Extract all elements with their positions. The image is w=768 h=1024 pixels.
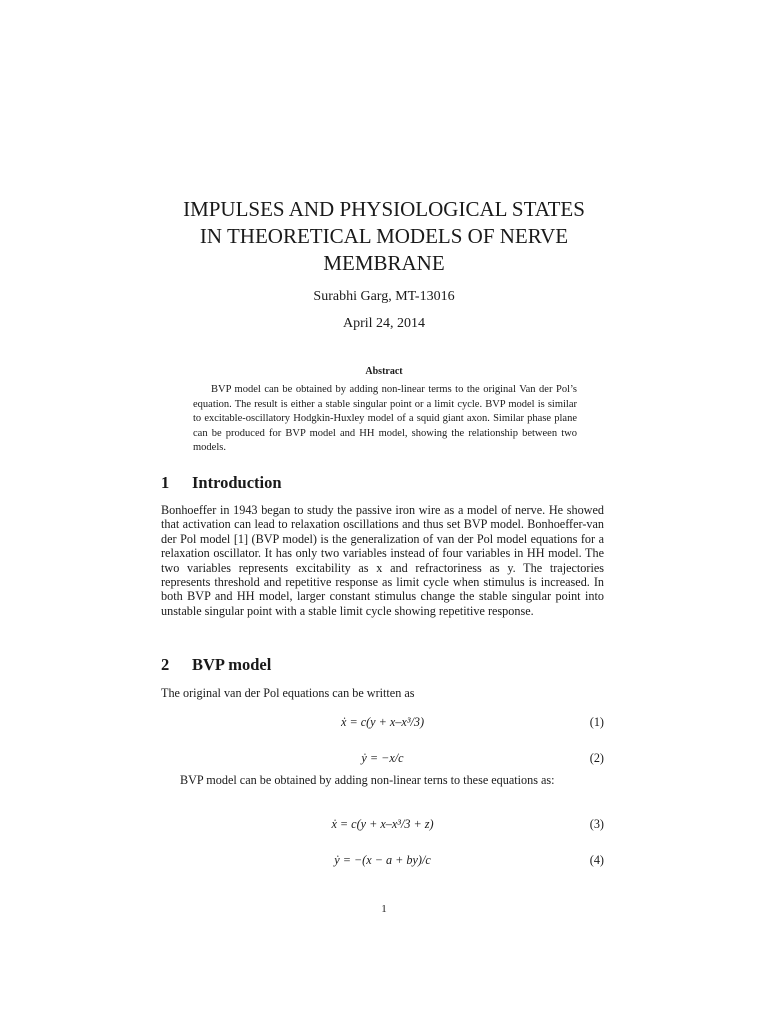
title-line: IMPULSES AND PHYSIOLOGICAL STATES — [183, 197, 585, 221]
bvp-middle-paragraph: BVP model can be obtained by adding non-linear terns to these equations as: — [180, 773, 555, 787]
equation-1 — [161, 715, 604, 731]
publication-date: April 24, 2014 — [342, 316, 426, 331]
equation-number: (2) — [589, 751, 604, 765]
title-line: IN THEORETICAL MODELS OF NERVE — [199, 224, 569, 248]
equation-number: (3) — [589, 817, 604, 831]
equation-expression: ẋ = c(y + x–x³/3) — [340, 715, 425, 729]
section-number: 2 — [161, 655, 170, 674]
equation-4 — [161, 853, 604, 869]
abstract-heading: Abstract — [365, 366, 403, 377]
introduction-paragraph: Bonhoeffer in 1943 began to study the passive iron wire as a model of nerve. He showed that activation can lead to relaxation oscillations and thus set BVP model. Bonhoeffer-van der Pol model [1] (BVP model) is the generalization of van der Pol model equations for a relaxation oscillator. It has only two variables instead of four variables in HH model. The two variables represents excitability as x and refractoriness as y. The trajectories represents threshold and repetitive response as limit cycle when stimulus is increased. In both BVP and HH model, larger constant stimulus change the stable singular point into unstable singular point with a stable limit cycle showing repetitive response. — [161, 503, 604, 618]
equation-number: (1) — [589, 715, 604, 729]
equation-expression: ẋ = c(y + x–x³/3 + z) — [331, 817, 434, 831]
paper-title — [120, 196, 648, 277]
section-title: BVP model — [192, 655, 272, 674]
equation-expression: ẏ = −x/c — [361, 751, 404, 765]
page-number: 1 — [381, 903, 387, 915]
bvp-intro-paragraph: The original van der Pol equations can be written as — [161, 686, 415, 700]
section-title: Introduction — [192, 473, 282, 492]
equation-number: (4) — [589, 853, 604, 867]
section-heading-bvp-model — [161, 655, 271, 675]
abstract-text: BVP model can be obtained by adding non-linear terms to the original Van der Pol’s equation. The result is either a stable singular point or a limit cycle. BVP model is similar to excitable-oscillatory Hodgkin-Huxley model of a squid giant axon. Similar phase plane can be produced for BVP model and HH model, showing the relationship between two models. — [193, 384, 577, 453]
section-heading-introduction — [161, 473, 282, 493]
section-number: 1 — [161, 473, 170, 492]
equation-expression: ẏ = −(x − a + by)/c — [334, 853, 431, 867]
equation-3 — [161, 817, 604, 833]
author-line: Surabhi Garg, MT-13016 — [313, 289, 455, 304]
equation-2 — [161, 751, 604, 767]
title-line: MEMBRANE — [323, 251, 445, 275]
